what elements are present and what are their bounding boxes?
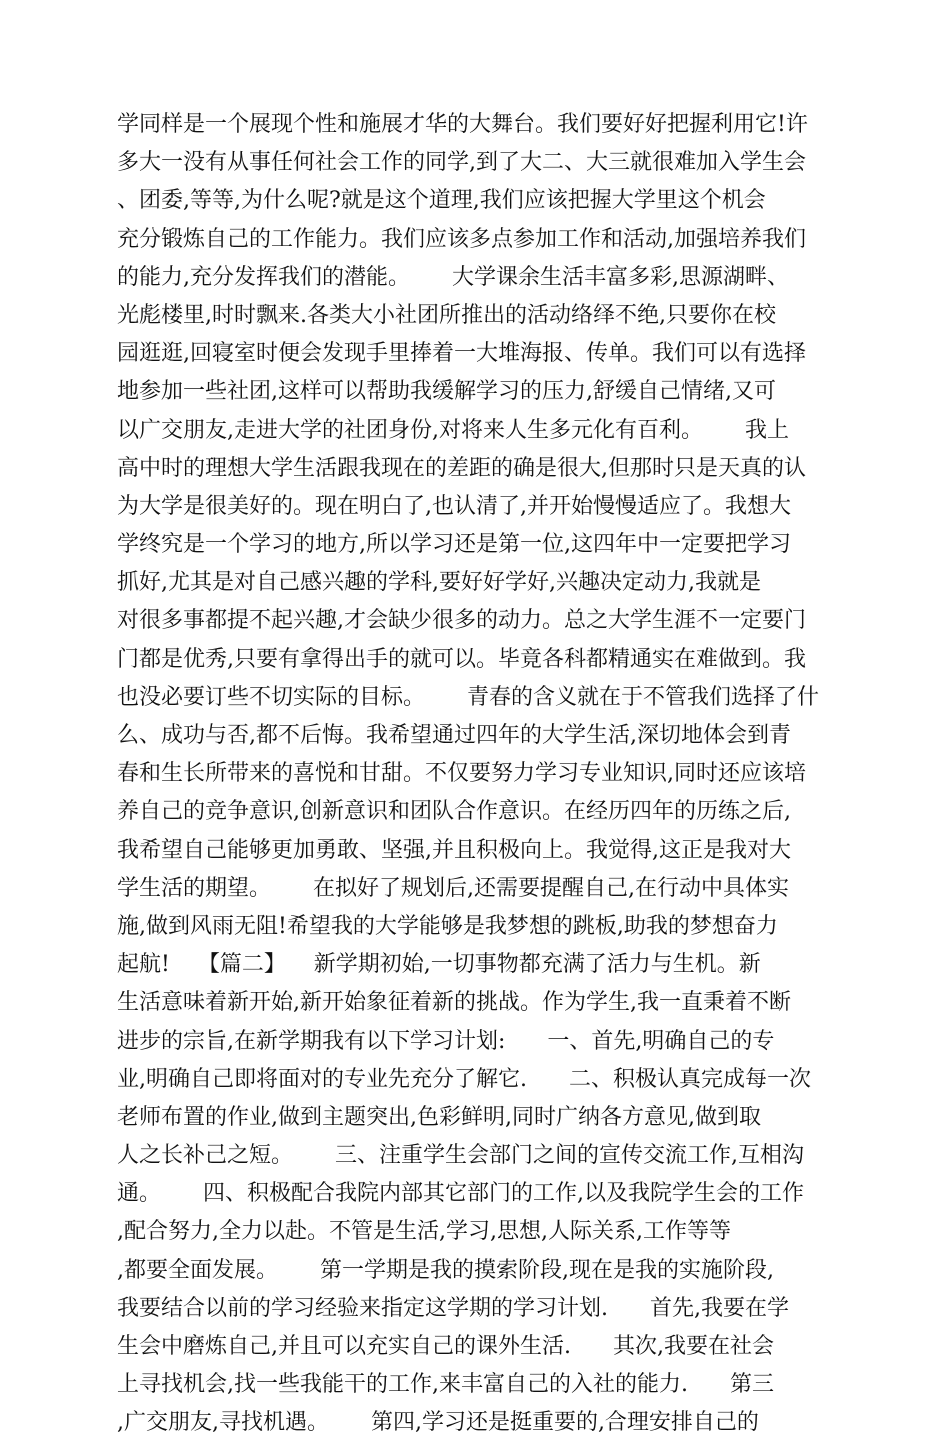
text-line: 我希望自己能够更加勇敢、坚强,并且积极向上。我觉得,这正是我对大 xyxy=(117,837,791,863)
text-line: 也没必要订些不切实际的目标。 青春的含义就在于不管我们选择了什 xyxy=(117,684,819,710)
text-line: ,配合努力,全力以赴。不管是生活,学习,思想,人际关系,工作等等 xyxy=(117,1219,731,1245)
text-line: 的能力,充分发挥我们的潜能。 大学课余生活丰富多彩,思源湖畔、 xyxy=(117,264,789,290)
text-line: 为大学是很美好的。现在明白了,也认清了,并开始慢慢适应了。我想大 xyxy=(117,493,791,519)
text-line: 业,明确自己即将面对的专业先充分了解它. 二、积极认真完成每一次 xyxy=(117,1066,811,1092)
text-line: 养自己的竞争意识,创新意识和团队合作意识。在经历四年的历练之后, xyxy=(117,799,791,825)
text-line: 起航! 【篇二】 新学期初始,一切事物都充满了活力与生机。新 xyxy=(117,952,761,978)
text-line: 多大一没有从事任何社会工作的同学,到了大二、大三就很难加入学生会 xyxy=(117,150,806,176)
text-line: 通。 四、积极配合我院内部其它部门的工作,以及我院学生会的工作 xyxy=(117,1181,804,1207)
text-line: 光彪楼里,时时飘来.各类大小社团所推出的活动络绎不绝,只要你在校 xyxy=(117,302,776,328)
text-line: ,都要全面发展。 第一学期是我的摸索阶段,现在是我的实施阶段, xyxy=(117,1257,774,1283)
text-line: 老师布置的作业,做到主题突出,色彩鲜明,同时广纳各方意见,做到取 xyxy=(117,1104,761,1130)
text-line: 我要结合以前的学习经验来指定这学期的学习计划. 首先,我要在学 xyxy=(117,1295,789,1321)
text-line: 进步的宗旨,在新学期我有以下学习计划: 一、首先,明确自己的专 xyxy=(117,1028,775,1054)
body-text xyxy=(117,106,847,1443)
text-line: 上寻找机会,找一些我能干的工作,来丰富自己的入社的能力. 第三 xyxy=(117,1372,774,1398)
text-line: 施,做到风雨无阻!希望我的大学能够是我梦想的跳板,助我的梦想奋力 xyxy=(117,913,778,939)
text-line: 生活意味着新开始,新开始象征着新的挑战。作为学生,我一直秉着不断 xyxy=(117,990,791,1016)
text-line: 么、成功与否,都不后悔。我希望通过四年的大学生活,深切地体会到青 xyxy=(117,723,791,748)
text-line: 生会中磨炼自己,并且可以充实自己的课外生活. 其次,我要在社会 xyxy=(117,1334,774,1359)
text-line: 学终究是一个学习的地方,所以学习还是第一位,这四年中一定要把学习 xyxy=(117,532,791,558)
text-line: 充分锻炼自己的工作能力。我们应该多点参加工作和活动,加强培养我们 xyxy=(117,226,806,252)
text-line: 抓好,尤其是对自己感兴趣的学科,要好好学好,兴趣决定动力,我就是 xyxy=(117,570,761,596)
text-line: 对很多事都提不起兴趣,才会缺少很多的动力。总之大学生涯不一定要门 xyxy=(117,608,806,634)
text-line: 地参加一些社团,这样可以帮助我缓解学习的压力,舒缓自己情绪,又可 xyxy=(117,379,776,405)
text-line: 春和生长所带来的喜悦和甘甜。不仅要努力学习专业知识,同时还应该培 xyxy=(117,761,806,787)
text-line: 园逛逛,回寝室时便会发现手里捧着一大堆海报、传单。我们可以有选择 xyxy=(117,341,806,367)
text-line: 学生活的期望。 在拟好了规划后,还需要提醒自己,在行动中具体实 xyxy=(117,875,789,901)
text-line: 以广交朋友,走进大学的社团身份,对将来人生多元化有百利。 我上 xyxy=(117,417,789,443)
text-line: 门都是优秀,只要有拿得出手的就可以。毕竟各科都精通实在难做到。我 xyxy=(117,646,806,672)
text-line: 学同样是一个展现个性和施展才华的大舞台。我们要好好把握利用它!许 xyxy=(117,112,808,137)
text-line: 、团委,等等,为什么呢?就是这个道理,我们应该把握大学里这个机会 xyxy=(117,188,766,214)
text-line: 高中时的理想大学生活跟我现在的差距的确是很大,但那时只是天真的认 xyxy=(117,455,806,481)
text-line: ,广交朋友,寻找机遇。 第四,学习还是挺重要的,合理安排自己的 xyxy=(117,1410,759,1436)
text-line: 人之长补己之短。 三、注重学生会部门之间的宣传交流工作,互相沟 xyxy=(117,1143,804,1169)
